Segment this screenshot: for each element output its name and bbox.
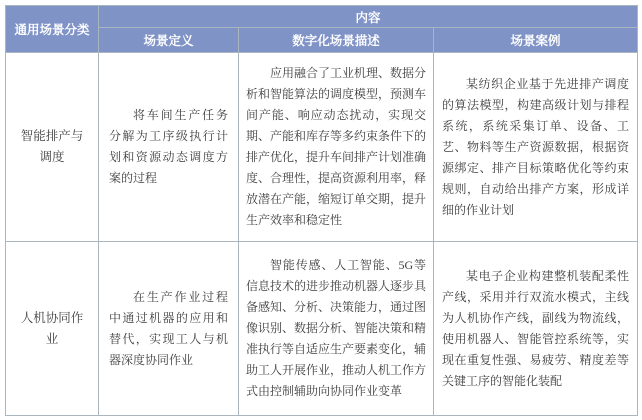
row2-definition: 在生产作业过程中通过机器的应用和替代，实现工人与机器深度协同作业 [99, 242, 239, 416]
row1-description: 应用融合了工业机理、数据分析和智能算法的调度模型，预测车间产能、响应动态扰动，实现交期、产能和库存等多约束条件下的排产优化，提升车间排产计划准确度、合理性，提高资源利用率，释放潜在产能，缩短订单交期，提升生产效率和稳定性 [239, 53, 434, 242]
row1-case: 某纺织企业基于先进排产调度的算法模型，构建高级计划与排程系统，系统采集订单、设备、工艺、物料等生产资源数据，根据资源绑定、排产目标策略优化等约束规则，自动给出排产方案，形成详细的作业计划 [434, 53, 638, 242]
header-row-sub [6, 28, 638, 53]
header-scene-case: 场景案例 [434, 28, 638, 53]
row1-definition: 将车间生产任务分解为工序级执行计划和资源动态调度方案的过程 [99, 53, 239, 242]
header-scene-definition: 场景定义 [99, 28, 239, 53]
row2-category: 人机协同作业 [6, 242, 99, 416]
header-row-top [6, 6, 638, 28]
header-content: 内容 [99, 6, 638, 28]
header-digital-scene-description: 数字化场景描述 [239, 28, 434, 53]
table-row [6, 242, 638, 416]
row2-description: 智能传感、人工智能、5G等信息技术的进步推动机器人逐步具备感知、分析、决策能力，通过图像识别、数据分析、智能决策和精准执行等自适应生产要素变化，辅助工人开展作业，推动人机工作方式由控制辅助向协同作业变革 [239, 242, 434, 416]
row1-category: 智能排产与调度 [6, 53, 99, 242]
table-row [6, 53, 638, 242]
row2-case: 某电子企业构建整机装配柔性产线，采用并行双流水模式，主线为人机协作产线，副线为物流线，使用机器人、智能管控系统等，实现在重复性强、易疲劳、精度差等关键工序的智能化装配 [434, 242, 638, 416]
scene-classification-table [5, 5, 638, 416]
header-category: 通用场景分类 [6, 6, 99, 53]
